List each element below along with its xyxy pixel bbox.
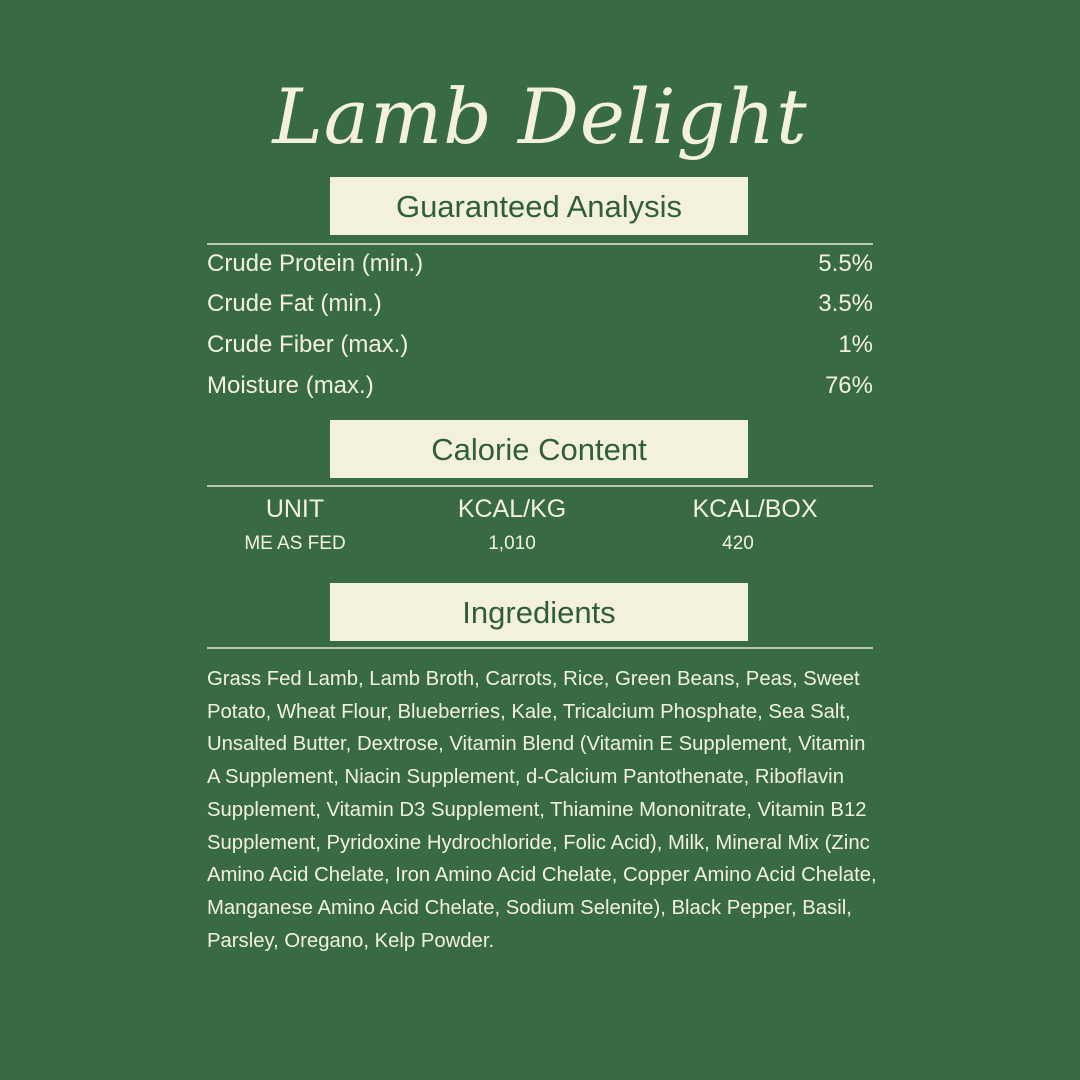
calorie-value: ME AS FED [244,533,346,554]
analysis-row [207,327,873,363]
calorie-column-header: KCAL/BOX [692,495,818,523]
calorie-column-header: UNIT [265,495,325,523]
analysis-value: 5.5% [818,250,873,277]
calorie-content-heading: Calorie Content [330,420,748,478]
guaranteed-analysis-heading: Guaranteed Analysis [330,177,748,235]
product-title: Lamb Delight [272,72,808,161]
analysis-value: 1% [838,331,873,358]
analysis-row [207,246,873,282]
ingredients-list: Grass Fed Lamb, Lamb Broth, Carrots, Rice, Green Beans, Peas, Sweet Potato, Wheat Flour, Blueberries, Kale, Tricalcium Phosphate, Sea Salt, Unsalted Butter, Dextrose, Vitamin Blend (Vitamin E Supplement, Vitamin A Supplement, Niacin Supplement, d-Calcium Pantothenate, Riboflavin Supplement, Vitamin D3 Supplement, Thiamine Mononitrate, Vitamin B12 Supplement, Pyridoxine Hydrochloride, Folic Acid), Milk, Mineral Mix (Zinc Amino Acid Chelate, Iron Amino Acid Chelate, Copper Amino Acid Chelate, Manganese Amino Acid Chelate, Sodium Selenite), Black Pepper, Basil, Parsley, Oregano, Kelp Powder. [207,668,877,952]
ingredients-heading: Ingredients [330,583,748,641]
calorie-value: 420 [722,533,754,554]
calorie-column-header: KCAL/KG [457,495,567,523]
analysis-row [207,368,873,404]
analysis-label: Crude Fat (min.) [207,290,382,317]
analysis-value: 76% [824,372,873,399]
analysis-value: 3.5% [818,290,873,317]
analysis-row [207,286,873,322]
divider [207,243,873,245]
divider [207,647,873,649]
calorie-value: 1,010 [488,533,536,554]
analysis-label: Crude Fiber (max.) [207,331,409,358]
analysis-label: Crude Protein (min.) [207,250,424,277]
analysis-label: Moisture (max.) [207,372,374,399]
divider [207,485,873,487]
